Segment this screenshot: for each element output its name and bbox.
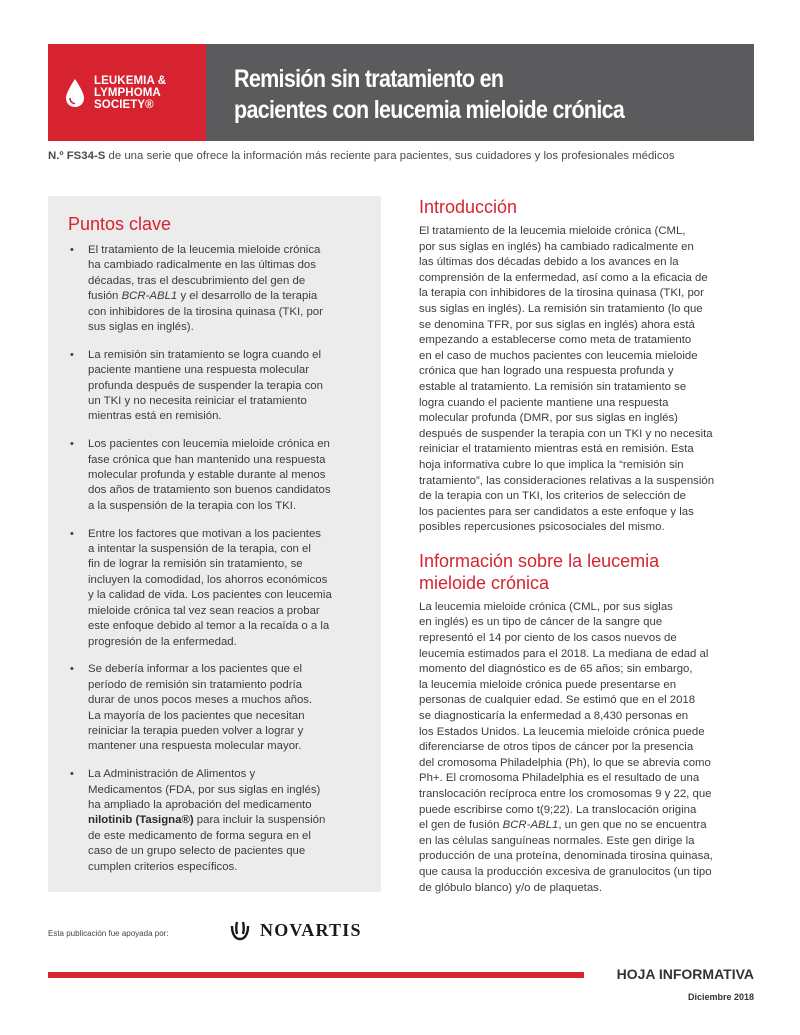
key-points-title: Puntos clave [68,214,172,234]
publication-date: Diciembre 2018 [687,992,754,1002]
paragraph-line: que causa la producción excesiva de granulocitos (un tipo [419,865,712,878]
key-point-line: dos años de tratamiento son buenos candidatos [88,484,331,497]
bullet-icon: • [70,438,74,451]
heading-line: Información sobre la leucemia [419,550,660,571]
key-point-line: El tratamiento de la leucemia mieloide crónica [88,244,321,256]
title-banner [206,44,754,141]
key-point-line: décadas, tras el descubrimiento del gen de [88,274,306,287]
key-point-line: progresión de la enfermedad. [88,635,237,648]
paragraph-line: translocación recíproca entre los cromosomas 9 y 22, que [419,788,712,800]
key-point-line: ha ampliado la aprobación del medicamento [88,798,312,811]
key-point-line: Medicamentos (FDA, por sus siglas en inglés) [88,783,321,796]
paragraph-line: producción de una proteína, denominada tirosina quinasa, [419,850,713,863]
paragraph-line: se denomina TFR, por sus siglas en inglés) ahora está [419,318,695,331]
paragraph-line: molecular profunda (DMR, por sus siglas en inglés) [419,412,678,425]
paragraph-line: momento del diagnóstico es de 65 años; sin embargo, [419,663,693,676]
bullet-icon: • [70,663,74,676]
paragraph-line: en el caso de muchos pacientes con leucemia mieloide [419,349,698,362]
fact-sheet-label: HOJA INFORMATIVA [616,966,754,982]
paragraph-line: de la terapia con un TKI, los criterios de selección de [419,490,686,503]
bullet-icon: • [70,768,74,781]
paragraph-line: empezando a establecerse como meta de tratamiento [419,334,692,347]
drug-name: nilotinib (Tasigna®) [88,814,194,827]
key-point-line: La mayoría de los pacientes que necesitan [88,709,305,722]
key-point-line: incluyen la comodidad, los ahorros económicos [88,573,328,586]
logo-line: LYMPHOMA [94,86,161,99]
paragraph-line: puede escribirse como t(9;22). La translocación origina [419,803,697,816]
paragraph-line: en las células sanguíneas normales. Este gen dirige la [419,834,695,847]
key-point-text: y el desarrollo de la terapia [177,290,318,303]
key-point-line: profunda después de suspender la terapia con [88,379,323,392]
cml-paragraph [419,600,759,896]
novartis-logo [228,918,362,942]
key-point-item [68,527,367,650]
paragraph-line: se diagnosticaría la enfermedad a 8,430 personas en [419,710,689,723]
key-point-line: de este medicamento de forma segura en el [88,829,311,842]
key-point-text: para incluir la suspensión [193,814,326,827]
key-points-list [68,243,367,875]
paragraph-line: posibles repercusiones psicosociales del mismo. [419,521,665,534]
main-column [419,196,759,896]
key-point-item [68,767,367,875]
key-point-item [68,662,367,754]
page-title-line: pacientes con leucemia mieloide crónica [234,96,625,124]
intro-heading: Introducción [419,197,518,217]
key-point-line: durar de unos pocos meses a muchos años. [88,694,313,707]
key-point-line: cumplen criterios específicos. [88,860,238,873]
support-note: Esta publicación fue apoyada por: [48,929,169,938]
series-subtitle [48,150,768,162]
paragraph-line: La leucemia mieloide crónica (CML, por sus siglas [419,600,673,613]
key-point-item [68,437,367,514]
paragraph-line: en inglés) es un tipo de cáncer de la sangre que [419,616,663,629]
paragraph-line: crónica que han logrado una respuesta profunda y [419,365,674,378]
key-point-line: molecular profunda y estable durante al menos [88,469,326,482]
key-point-line: período de remisión sin tratamiento podría [88,678,303,691]
series-description: de una serie que ofrece la información más reciente para pacientes, sus cuidadores y los profesionales médicos [105,150,675,162]
page-title-line: Remisión sin tratamiento en [234,65,504,93]
key-point-line: a intentar la suspensión de la terapia, con el [88,543,311,556]
paragraph-line: Ph+. El cromosoma Philadelphia es el resultado de una [419,772,700,785]
lls-logo [48,44,206,141]
cml-heading [419,550,759,594]
key-point-line: a la suspensión de la terapia con los TKI. [88,499,297,512]
paragraph-line: las últimas dos décadas debido a los avances en la [419,256,679,269]
paragraph-line: leucemia estimados para el 2018. La mediana de edad al [419,647,709,660]
key-point-line: mientras está en remisión. [88,410,222,423]
novartis-flame-icon [228,918,252,942]
key-point-line: sus siglas en inglés). [88,321,194,334]
key-point-line: mieloide crónica tal vez sean reacios a probar [88,604,320,617]
gene-name: BCR-ABL1 [121,290,178,303]
series-number: N.º FS34-S [48,150,106,162]
key-point-line: mantener una respuesta molecular mayor. [88,740,302,753]
paragraph-line: por sus siglas en inglés) ha cambiado radicalmente en [419,240,694,253]
key-points-box [48,196,381,892]
document-header [48,44,754,141]
paragraph-line: los Estados Unidos. La leucemia mieloide crónica puede [419,725,705,738]
key-point-line: La remisión sin tratamiento se logra cuando el [88,348,322,361]
paragraph-line: sus siglas en inglés). La remisión sin tratamiento (lo que [419,302,703,315]
key-point-line: con inhibidores de la tirosina quinasa (TKI, por [88,305,323,318]
paragraph-line: de glóbulo blanco) y/o de plaquetas. [419,881,603,894]
paragraph-line: la terapia con inhibidores de la tirosina quinasa (TKI, por [419,287,704,300]
key-point-line: fase crónica que han mantenido una respuesta [88,453,326,466]
logo-text [94,75,166,111]
paragraph-line: después de suspender la terapia con un TKI y no necesita [419,427,713,440]
logo-line: LEUKEMIA & [94,74,167,87]
paragraph-line: hoja informativa cubre lo que implica la “remisión sin [419,458,684,471]
paragraph-line: comprensión de la enfermedad, así como a la eficacia de [419,271,708,284]
paragraph-line: personas de cualquier edad. Se estimó que en el 2018 [419,694,696,707]
key-point-line: La Administración de Alimentos y [88,768,256,781]
bullet-icon: • [70,527,74,540]
sponsor-name: NOVARTIS [260,919,362,940]
intro-paragraph [419,224,759,536]
paragraph-text: , un gen que no se encuentra [558,819,707,832]
key-point-line: Los pacientes con leucemia mieloide crónica en [88,438,330,451]
gene-name: BCR-ABL1 [502,819,559,832]
paragraph-line: los pacientes para ser candidatos a este enfoque y las [419,505,694,518]
key-point-line: Se debería informar a los pacientes que el [88,663,303,676]
key-point-line: este enfoque debido al temor a la recaída o a la [88,620,330,633]
paragraph-line: logra cuando el paciente mantiene una respuesta [419,396,669,409]
key-point-item [68,243,367,335]
key-point-line: paciente mantiene una respuesta molecular [88,364,309,377]
paragraph-line: diferenciarse de otros tipos de cáncer por la presencia [419,741,694,754]
logo-line: SOCIETY® [94,98,154,111]
paragraph-line: reiniciar el tratamiento mientras está en remisión. Esta [419,443,694,456]
key-point-line: un TKI y no necesita reiniciar el tratamiento [88,395,307,408]
key-point-line: Entre los factores que motivan a los pacientes [88,527,322,540]
blood-drop-icon [64,78,86,108]
key-point-text: fusión [88,290,122,303]
bullet-icon: • [70,244,74,256]
key-point-line: fin de lograr la remisión sin tratamiento, se [88,558,303,571]
key-point-line: y la calidad de vida. Los pacientes con leucemia [88,589,332,602]
key-point-line: ha cambiado radicalmente en las últimas dos [88,259,316,272]
paragraph-line: El tratamiento de la leucemia mieloide crónica (CML, [419,225,686,237]
footer-divider [48,972,584,978]
paragraph-line: estable al tratamiento. La remisión sin tratamiento se [419,380,687,393]
key-point-item [68,348,367,425]
key-point-line: caso de un grupo selecto de pacientes que [88,845,306,858]
bullet-icon: • [70,348,74,361]
heading-line: mieloide crónica [419,572,550,593]
paragraph-line: del cromosoma Philadelphia (Ph), lo que se abrevia como [419,756,711,769]
paragraph-text: el gen de fusión [419,819,503,832]
paragraph-line: representó el 14 por ciento de los casos nuevos de [419,632,677,645]
key-point-line: reiniciar la terapia pueden volver a lograr y [88,724,304,737]
paragraph-line: tratamiento”, las consideraciones relativas a la suspensión [419,474,715,487]
paragraph-line: la leucemia mieloide crónica puede presentarse en [419,678,677,691]
